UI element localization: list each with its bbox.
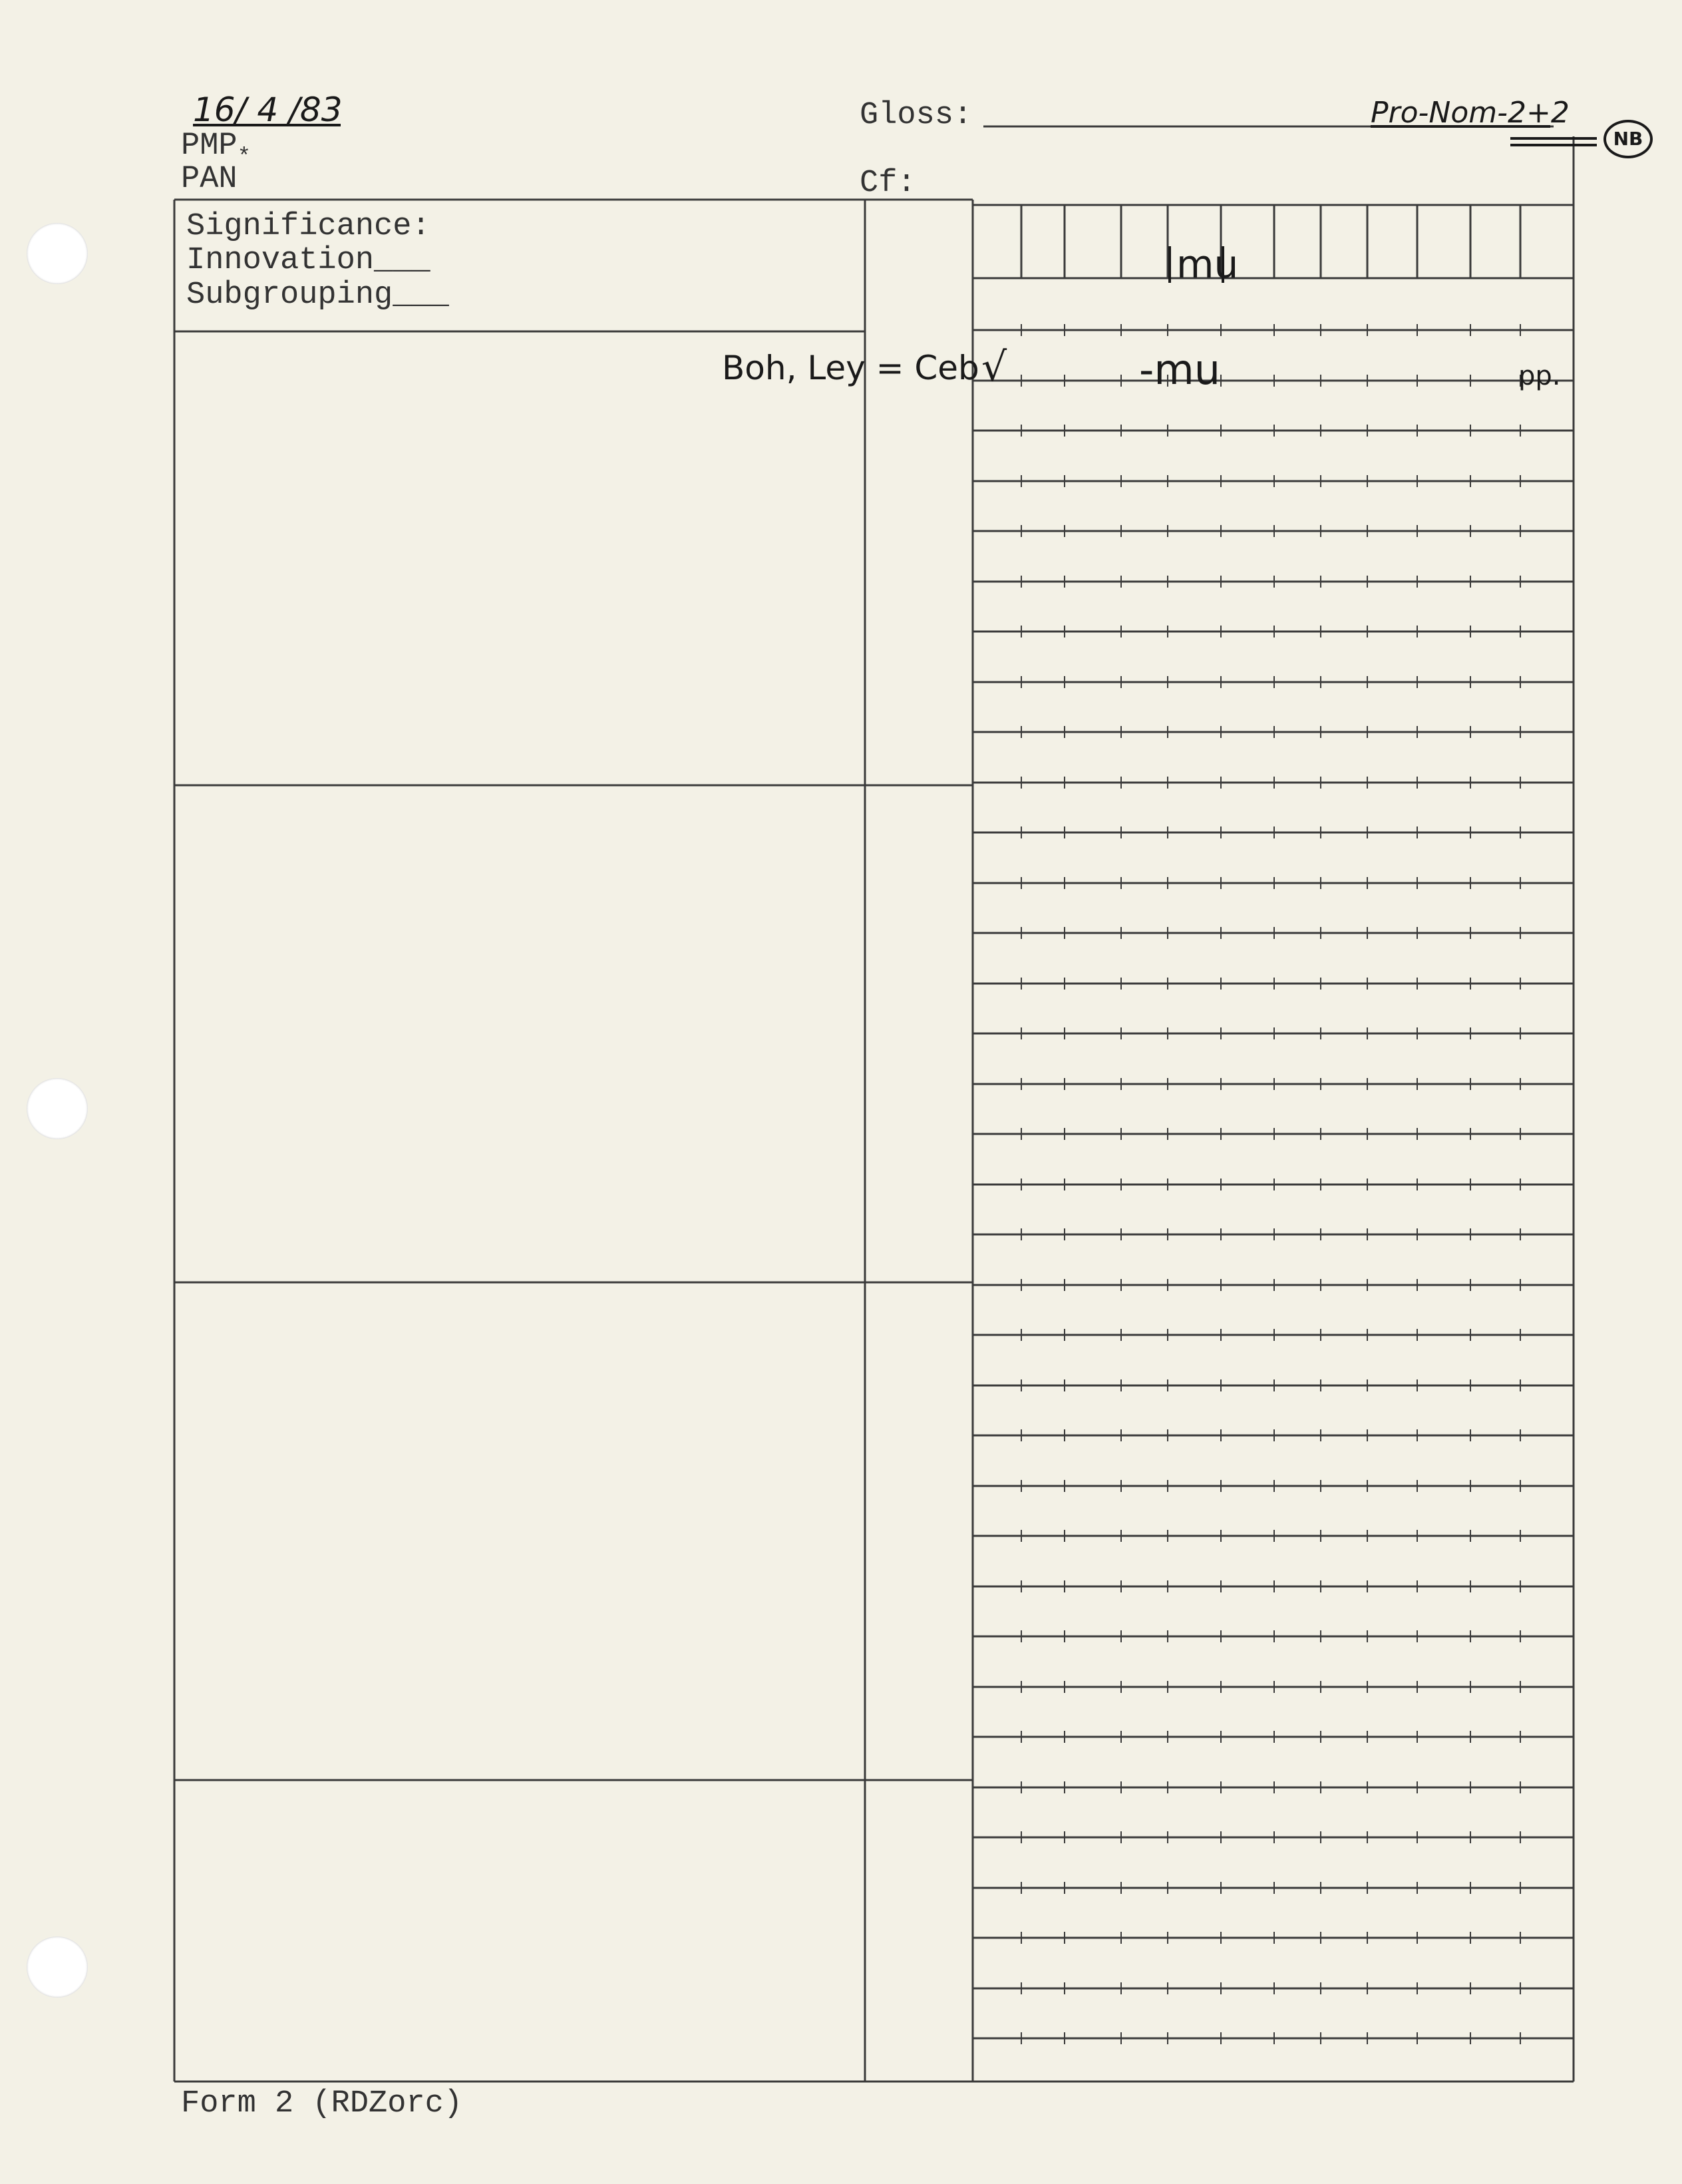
gloss-label: Gloss: (860, 98, 973, 133)
date-handwritten: 16/ 4 /83 (193, 91, 343, 129)
form-footer-label: Form 2 (RDZorc) (181, 2086, 463, 2121)
nb-badge-text: NB (1613, 128, 1643, 150)
gloss-value: Pro-Nom-2+2 (1371, 96, 1570, 130)
check-mark: √ (981, 344, 1007, 391)
note-entry: pp. (1518, 361, 1561, 391)
subgrouping-label: Subgrouping___ (186, 277, 449, 313)
pmp-text: PMP (181, 128, 238, 164)
pan-label: PAN (181, 162, 238, 197)
nb-badge (1603, 120, 1653, 158)
pmp-marker: * (237, 145, 252, 170)
cf-label: Cf: (860, 166, 916, 201)
languages-entry: Boh, Ley = Ceb (722, 349, 979, 387)
form-header-entry: mu (1176, 242, 1239, 287)
pmp-label (181, 128, 252, 170)
significance-title: Significance: (186, 209, 430, 244)
innovation-label: Innovation___ (186, 243, 430, 278)
form-entry: -mu (1139, 345, 1221, 394)
